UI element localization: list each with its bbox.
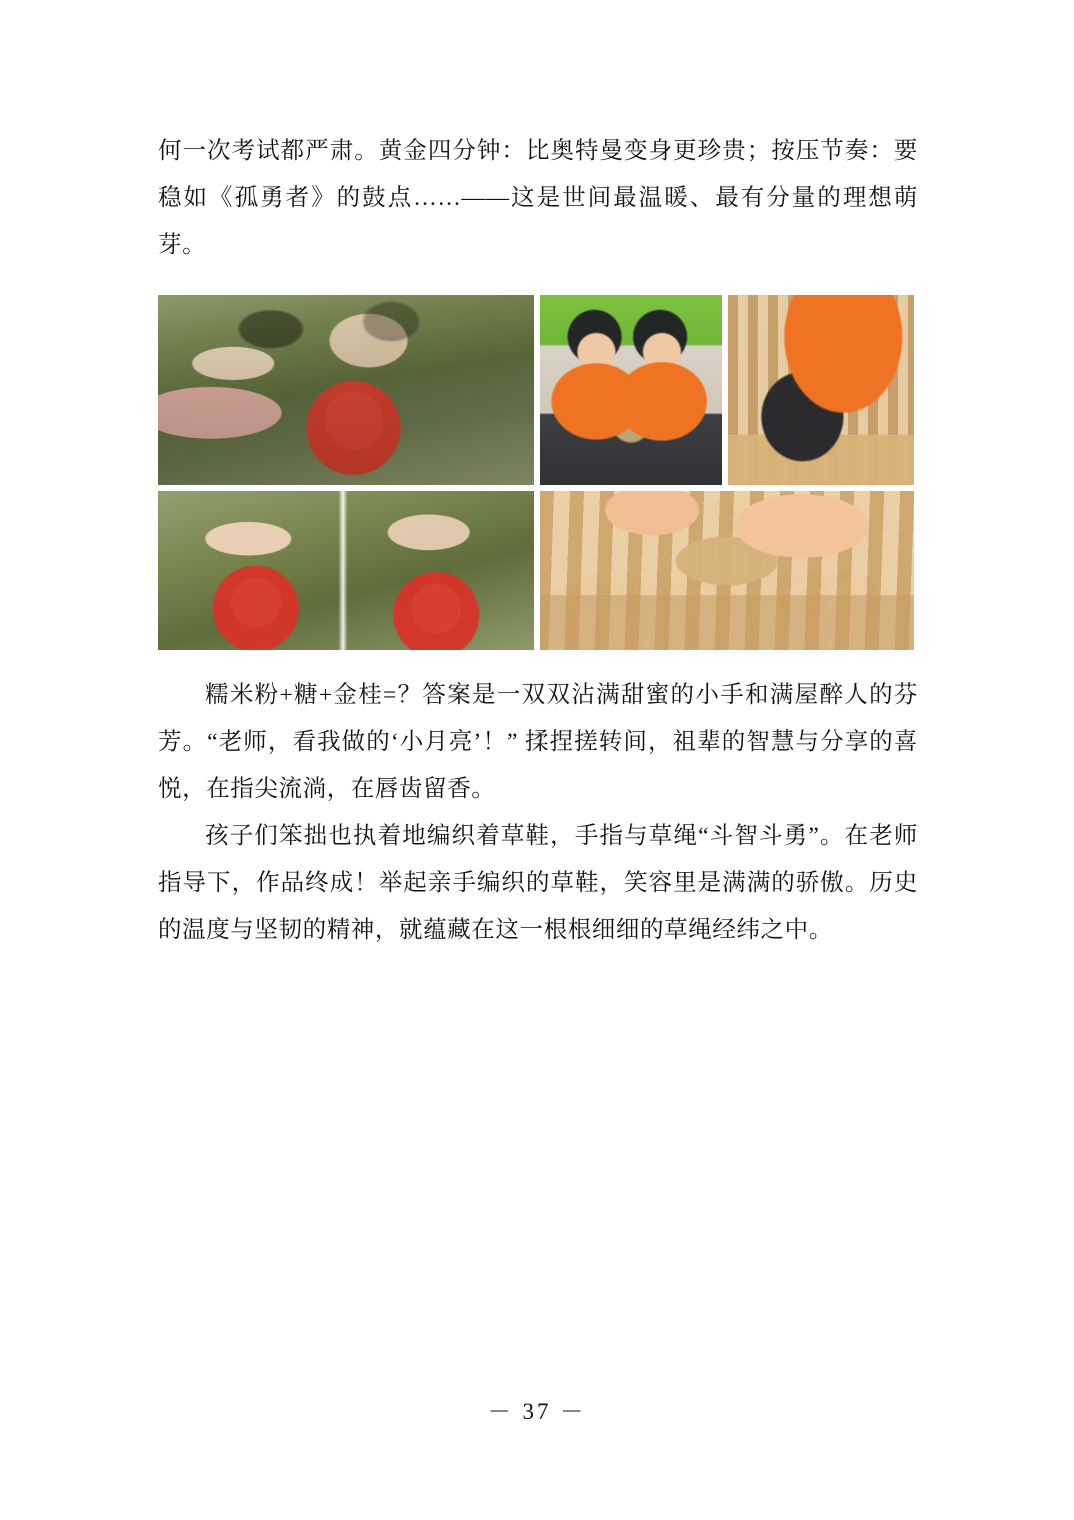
paragraph-3: 孩子们笨拙也执着地编织着草鞋，手指与草绳“斗智斗勇”。在老师指导下，作品终成！举起亲手编织的草鞋，笑容里是满满的骄傲。历史的温度与坚韧的精神，就蕴藏在这一根根细细的草绳经纬之中。 xyxy=(158,823,918,943)
photo-two-kids-orange-shirts xyxy=(540,295,722,485)
paragraph-1: 何一次考试都严肃。黄金四分钟：比奥特曼变身更珍贵；按压节奏：要稳如《孤勇者》的鼓点……——这是世间最温暖、最有分量的理想萌芽。 xyxy=(158,138,918,258)
paragraph-2: 糯米粉+糖+金桂=？答案是一双双沾满甜蜜的小手和满屋醉人的芬芳。“老师，看我做的‘小月亮’！” 揉捏搓转间，祖辈的智慧与分享的喜悦，在指尖流淌，在唇齿留香。 xyxy=(158,682,918,802)
photo-gallery xyxy=(158,295,918,650)
page-number: － 37 － xyxy=(487,1399,587,1424)
photo-image xyxy=(540,295,722,485)
photo-image xyxy=(158,295,534,485)
page-content xyxy=(158,128,918,954)
photo-image xyxy=(540,491,914,650)
photo-kids-with-red-bowls xyxy=(158,491,534,650)
photo-image xyxy=(728,295,914,485)
photo-kid-weaving-loom xyxy=(728,295,914,485)
photo-image xyxy=(158,491,534,650)
photo-hands-weaving-straw xyxy=(540,491,914,650)
photo-kids-making-dough xyxy=(158,295,534,485)
